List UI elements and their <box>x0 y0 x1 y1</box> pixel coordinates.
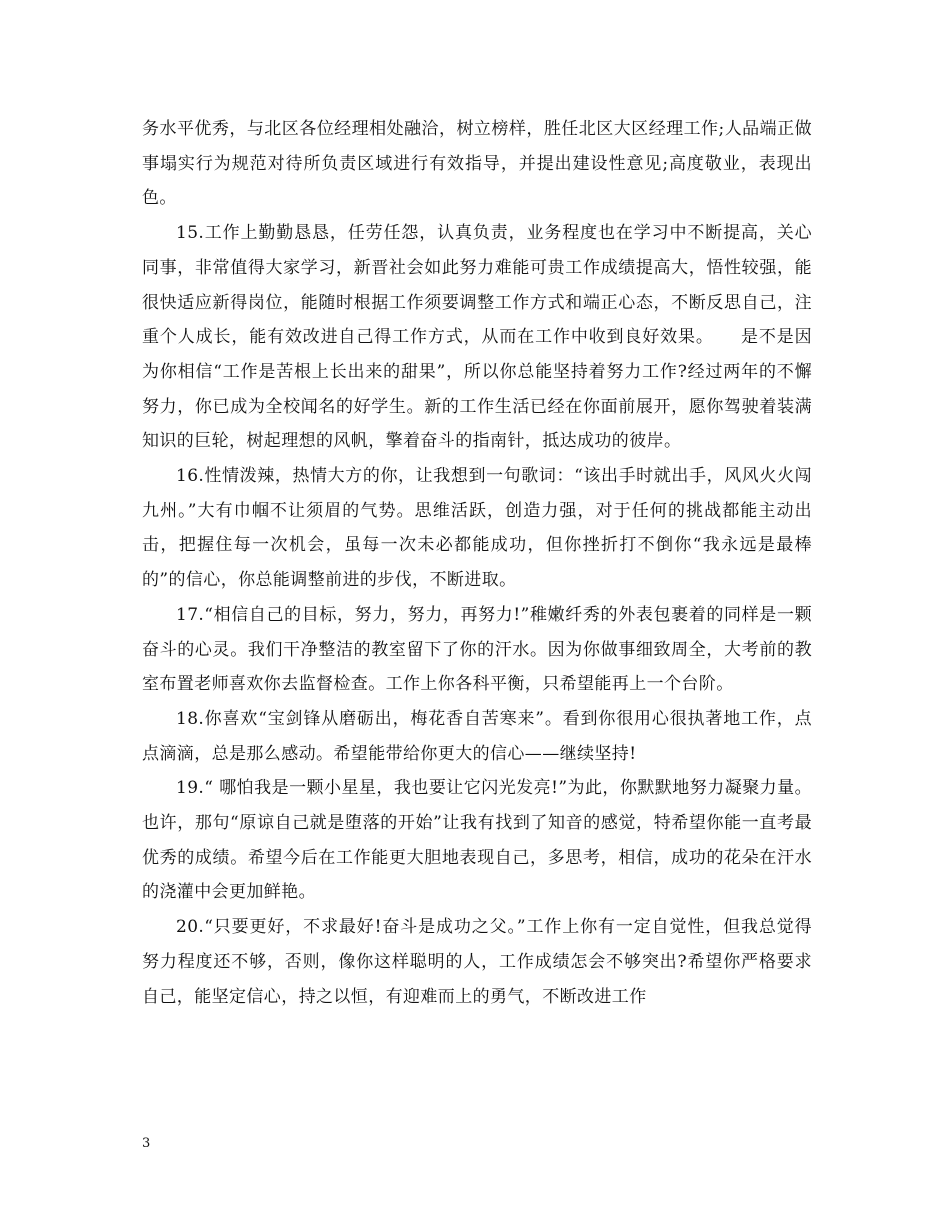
document-body <box>142 112 812 1014</box>
paragraph-item-16: 16.性情泼辣，热情大方的你，让我想到一句歌词：“该出手时就出手，风风火火闯九州。”大有巾帼不让须眉的气势。思维活跃，创造力强，对于任何的挑战都能主动出击，把握住每一次机会，虽每一次未必都能成功，但你挫折打不倒你“我永远是最棒的”的信心，你总能调整前进的步伐，不断进取。 <box>142 466 812 591</box>
paragraph-item-17: 17.“相信自己的目标，努力，努力，再努力!”稚嫩纤秀的外表包裹着的同样是一颗奋斗的心灵。我们干净整洁的教室留下了你的汗水。因为你做事细致周全，大考前的教室布置老师喜欢你去监督检查。工作上你各科平衡，只希望能再上一个台阶。 <box>142 604 812 695</box>
page-number: 3 <box>142 1136 151 1151</box>
paragraph-item-20: 20.“只要更好，不求最好!奋斗是成功之父。”工作上你有一定自觉性，但我总觉得努力程度还不够，否则，像你这样聪明的人，工作成绩怎会不够突出?希望你严格要求自己，能坚定信心，持之以恒，有迎难而上的勇气，不断改进工作 <box>142 917 812 1007</box>
paragraph-continuation: 务水平优秀，与北区各位经理相处融洽，树立榜样，胜任北区大区经理工作;人品端正做事塌实行为规范对待所负责区域进行有效指导，并提出建设性意见;高度敬业，表现出色。 <box>142 119 812 209</box>
paragraph-item-15: 15.工作上勤勤恳恳，任劳任怨，认真负责，业务程度也在学习中不断提高，关心同事，非常值得大家学习，新晋社会如此努力难能可贵工作成绩提高大，悟性较强，能很快适应新得岗位，能随时根据工作须要调整工作方式和端正心态，不断反思自己，注重个人成长，能有效改进自己得工作方式，从而在工作中收到良好效果。 是不是因为你相信“工作是苦根上长出来的甜果”，所以你总能坚持着努力工作?经过两年的不懈努力，你已成为全校闻名的好学生。新的工作生活已经在你面前展开，愿你驾驶着装满知识的巨轮，树起理想的风帆，擎着奋斗的指南针，抵达成功的彼岸。 <box>142 223 812 452</box>
paragraph-item-18: 18.你喜欢“宝剑锋从磨砺出，梅花香自苦寒来”。看到你很用心很执著地工作，点点滴滴，总是那么感动。希望能带给你更大的信心——继续坚持! <box>142 708 812 764</box>
paragraph-item-19: 19.“ 哪怕我是一颗小星星，我也要让它闪光发亮!”为此，你默默地努力凝聚力量。也许，那句“原谅自己就是堕落的开始”让我有找到了知音的感觉，特希望你能一直考最优秀的成绩。希望今后在工作能更大胆地表现自己，多思考，相信，成功的花朵在汗水的浇灌中会更加鲜艳。 <box>142 778 812 903</box>
